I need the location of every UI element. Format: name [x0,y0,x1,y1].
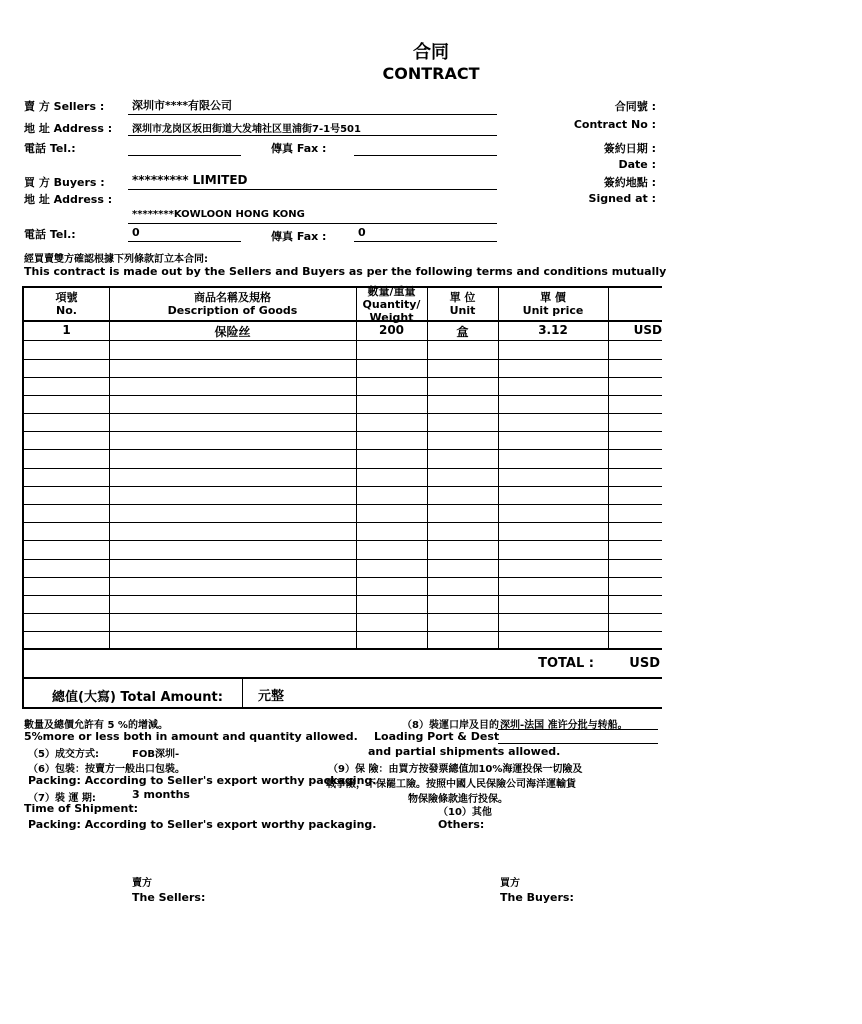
term-7-label: （7）裝 運 期: [28,793,96,804]
term-6-cn: （6）包裝：按賣方一般出口包裝。 [28,764,185,775]
term-1-cn: 數量及總價允許有 5 %的增減。 [24,720,168,731]
row-divider [24,613,662,614]
term-7-value: 3 months [132,788,190,801]
title-en: CONTRACT [382,64,480,83]
sellers-address: 深圳市龙岗区坂田街道大发埔社区里浦街7-1号501 [132,124,361,135]
term-8-en-underline [498,743,658,744]
row-divider [24,431,662,432]
row-divider [24,559,662,560]
buyers-fax: 0 [358,226,366,239]
buyers-fax-label: 傳真 Fax : [271,230,327,243]
buyers-name-underline [128,189,497,190]
row-1-description: 保险丝 [214,325,251,339]
row-1-unit-price: 3.12 [538,323,568,337]
total-amount-row [22,677,662,709]
signature-sellers-en: The Sellers: [132,891,206,904]
row-divider [24,540,662,541]
term-9-cn3: 物保險條款進行投保。 [408,794,508,805]
header-quantity: 數量/重量 Quantity/ Weight [362,285,421,324]
term-5-label: （5）成交方式: [28,749,99,760]
term-10-cn: （10）其他 [438,807,492,818]
buyers-tel-underline [128,241,241,242]
total-currency: USD [629,656,660,671]
row-divider [24,486,662,487]
term-8-value: 深圳-法国 准许分批与转船。 [500,720,628,731]
row-1-no: 1 [62,323,71,337]
row-divider [24,595,662,596]
signature-buyers-en: The Buyers: [500,891,574,904]
intro-cn: 經買賣雙方確認根據下列條款訂立本合同: [24,254,208,265]
date-cn: 簽約日期 : [603,142,656,155]
term-8-cn: （8）裝運口岸及目的 [402,720,499,731]
contract-no-en: Contract No : [573,118,656,131]
row-divider [24,631,662,632]
signature-sellers-cn: 賣方 [132,878,152,889]
title-cn: 合同 [413,42,449,63]
buyers-address: ********KOWLOON HONG KONG [132,209,305,220]
sellers-address-label: 地 址 Address : [24,122,113,135]
term-8-en: Loading Port & Dest [374,730,500,743]
buyers-tel: 0 [132,226,140,239]
buyers-address-underline [128,223,497,224]
row-divider [24,468,662,469]
sellers-tel-underline [128,155,241,156]
buyers-fax-underline [354,241,497,242]
row-1-currency: USD [633,323,662,337]
header-divider [24,320,662,322]
total-label: TOTAL : [538,656,594,671]
sellers-name: 深圳市****有限公司 [132,99,233,112]
term-9-cn1: （9）保 險：由買方按發票總值加10%海運投保一切險及 [328,764,583,775]
row-divider [24,395,662,396]
term-8-underline [498,729,658,730]
sellers-name-underline [128,114,497,115]
total-amount-divider [242,679,243,707]
row-divider [24,504,662,505]
signature-buyers-cn: 買方 [500,878,520,889]
term-5-value: FOB深圳- [132,749,180,760]
sellers-label: 賣 方 Sellers : [24,100,105,113]
buyers-address-label: 地 址 Address : [24,193,113,206]
goods-table [22,286,662,650]
buyers-tel-label: 電話 Tel.: [24,228,76,241]
sellers-address-underline [128,135,497,136]
row-divider [24,340,662,341]
total-amount-label: 總值(大寫) Total Amount: [52,690,223,705]
term-7-packing: Packing: According to Seller's export worthy packaging. [28,818,377,831]
header-no: 項號 No. [55,291,78,317]
term-9-cn2: 戰爭險，不保罷工險。按照中國人民保險公司海洋運輸貨 [326,779,576,790]
row-1-unit: 盒 [456,325,469,339]
sellers-fax-underline [354,155,497,156]
row-divider [24,577,662,578]
total-amount-value: 元整 [258,689,285,704]
date-en: Date : [618,158,656,171]
row-1-quantity: 200 [378,323,405,337]
term-6-en: Packing: According to Seller's export worthy packaging. [28,774,377,787]
header-unit: 單 位 Unit [449,291,476,317]
contract-no-cn: 合同號 : [614,100,656,113]
total-row [22,648,662,679]
signed-place-cn: 簽約地點 : [603,176,656,189]
header-unit-price: 單 價 Unit price [522,291,584,317]
sellers-fax-label: 傳真 Fax : [271,142,327,155]
buyers-name: ********* LIMITED [132,173,248,187]
row-divider [24,413,662,414]
intro-en: This contract is made out by the Sellers and Buyers as per the following terms and conditions mutually [24,265,667,278]
row-divider [24,522,662,523]
row-divider [24,377,662,378]
term-10-en: Others: [438,818,485,831]
term-7-en: Time of Shipment: [24,802,139,815]
header-description: 商品名稱及規格 Description of Goods [167,291,298,317]
term-8-partial: and partial shipments allowed. [368,745,561,758]
term-1-en: 5%more or less both in amount and quantity allowed. [24,730,358,743]
row-divider [24,449,662,450]
row-divider [24,359,662,360]
sellers-tel-label: 電話 Tel.: [24,142,76,155]
buyers-label: 買 方 Buyers : [24,176,105,189]
signed-place-en: Signed at : [588,192,656,205]
